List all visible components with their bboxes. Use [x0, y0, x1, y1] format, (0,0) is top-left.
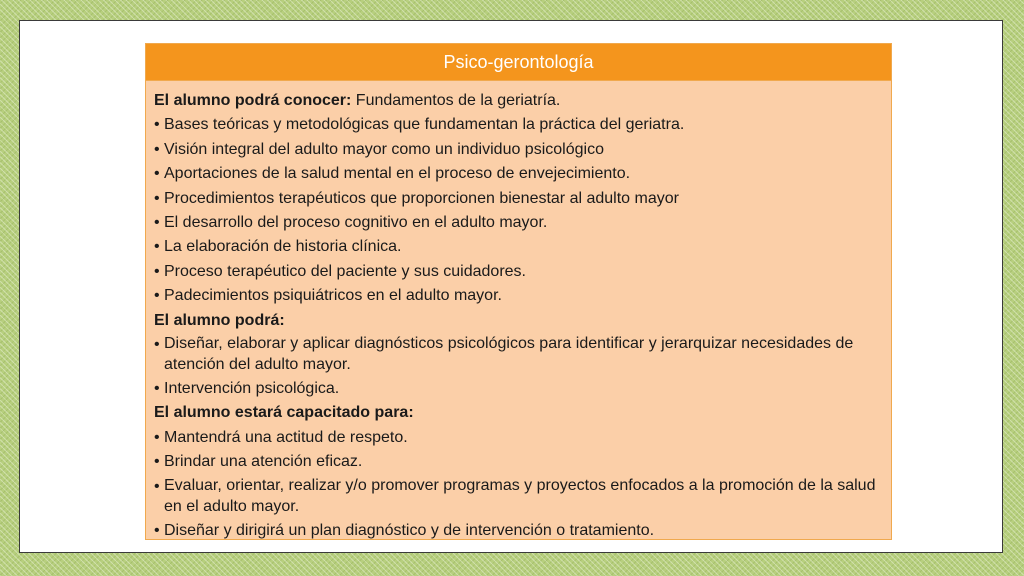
intro-line — [154, 89, 883, 113]
card-title: Psico-gerontología — [146, 44, 891, 81]
section-heading: El alumno estará capacitado para: — [154, 404, 414, 422]
list-item: • Intervención psicológica. — [154, 380, 340, 398]
content-card — [145, 43, 892, 540]
section-heading: El alumno podrá: — [154, 311, 285, 329]
intro-text: Fundamentos de la geriatría. — [351, 92, 561, 109]
list-item: • Evaluar, orientar, realizar y/o promover programas y proyectos enfocados a la promoción de la salud en el adulto mayor. — [154, 476, 876, 515]
list-item: • El desarrollo del proceso cognitivo en el adulto mayor. — [154, 214, 548, 232]
list-item: • Procedimientos terapéuticos que proporcionen bienestar al adulto mayor — [154, 189, 679, 207]
list-item: • Mantendrá una actitud de respeto. — [154, 428, 408, 446]
card-body — [146, 81, 891, 543]
list-item: • Diseñar y dirigirá un plan diagnóstico y de intervención o tratamiento. — [154, 521, 655, 539]
list-item: • La elaboración de historia clínica. — [154, 238, 402, 256]
list-item: • Aportaciones de la salud mental en el proceso de envejecimiento. — [154, 165, 631, 183]
list-item: • Bases teóricas y metodológicas que fundamentan la práctica del geriatra. — [154, 116, 685, 134]
list-item: • Brindar una atención eficaz. — [154, 453, 363, 471]
intro-label: El alumno podrá conocer: — [154, 92, 352, 109]
list-item: • Padecimientos psiquiátricos en el adulto mayor. — [154, 287, 502, 305]
list-item: • Diseñar, elaborar y aplicar diagnósticos psicológicos para identificar y jerarquizar necesidades de atención del adulto mayor. — [154, 335, 854, 374]
list-item: • Proceso terapéutico del paciente y sus cuidadores. — [154, 262, 526, 280]
list-item: • Visión integral del adulto mayor como un individuo psicológico — [154, 140, 604, 158]
